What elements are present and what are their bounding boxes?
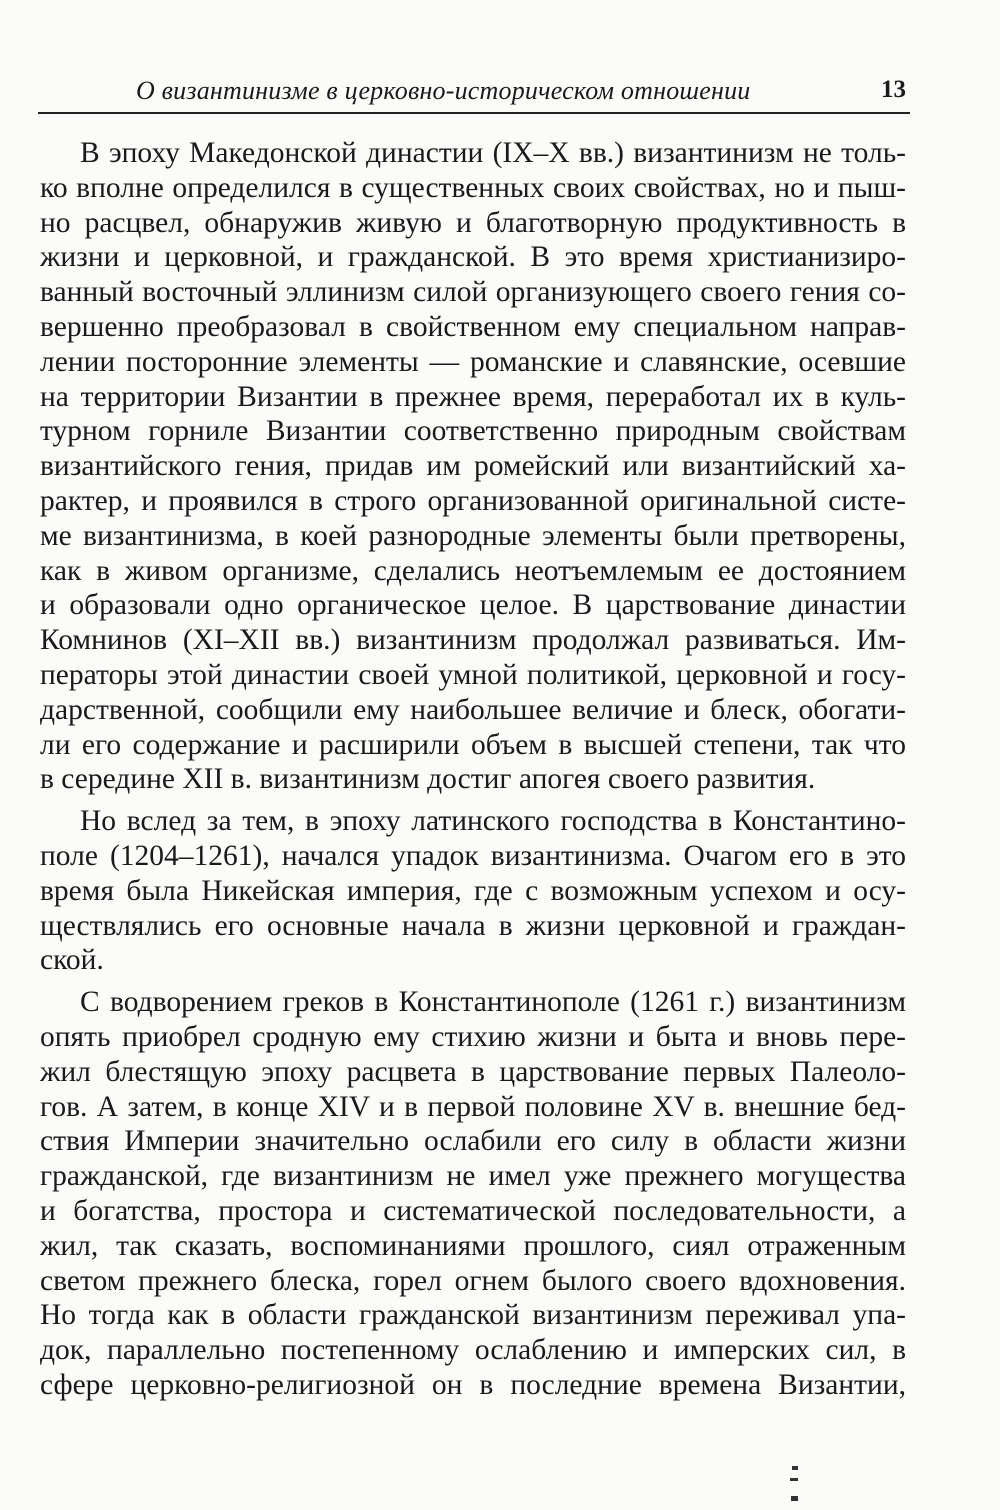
text-line: время была Никейская империя, где с возможным успехом и осу- bbox=[40, 874, 906, 907]
text-line: сфере церковно-религиозной он в последние времена Византии, bbox=[40, 1368, 906, 1401]
text-line: ванный восточный эллинизм силой организующего своего гения со- bbox=[40, 276, 906, 309]
scan-speck bbox=[792, 1466, 798, 1470]
text-line: но расцвел, обнаружив живую и благотворную продуктивность в bbox=[40, 206, 906, 239]
text-line: ществлялись его основные начала в жизни церковной и граждан- bbox=[40, 909, 906, 942]
text-line: ской. bbox=[40, 944, 104, 977]
text-line: Но тогда как в области гражданской византинизм переживал упа- bbox=[40, 1299, 906, 1332]
scan-speck bbox=[791, 1496, 798, 1501]
text-line: ператоры этой династии своей умной политикой, церковной и госу- bbox=[40, 658, 906, 691]
page-number: 13 bbox=[881, 76, 906, 103]
text-line: византийского гения, придав им ромейский или византийский ха- bbox=[40, 450, 906, 483]
paragraph bbox=[40, 804, 906, 978]
paragraph bbox=[40, 136, 906, 797]
text-line: вершенно преобразовал в свойственном ему специальном направ- bbox=[40, 310, 906, 343]
text-line: ко вполне определился в существенных своих свойствах, но и пыш- bbox=[40, 171, 906, 204]
text-line: ствия Империи значительно ослабили его силу в области жизни bbox=[40, 1125, 906, 1158]
text-line: светом прежнего блеска, горел огнем былого своего вдохновения. bbox=[40, 1264, 906, 1297]
text-line: лении посторонние элементы — романские и славянские, осевшие bbox=[40, 345, 906, 378]
text-line: как в живом организме, сделались неотъемлемым ее достоянием bbox=[40, 554, 906, 587]
text-line: поле (1204–1261), начался упадок византинизма. Очагом его в это bbox=[40, 839, 906, 872]
body-text bbox=[40, 136, 906, 1403]
text-line: на территории Византии в прежнее время, переработал их в куль- bbox=[40, 380, 906, 413]
text-line: гражданской, где византинизм не имел уже прежнего могущества bbox=[40, 1160, 906, 1193]
text-line: док, параллельно постепенному ослаблению и имперских сил, в bbox=[40, 1334, 906, 1367]
text-line: турном горниле Византии соответственно природным свойствам bbox=[40, 415, 906, 448]
text-line: гов. А затем, в конце XIV и в первой половине XV в. внешние бед- bbox=[40, 1090, 906, 1123]
text-line: рактер, и проявился в строго организованной оригинальной систе- bbox=[40, 484, 906, 517]
paragraph bbox=[40, 985, 906, 1403]
text-line: ли его содержание и расширили объем в высшей степени, так что bbox=[40, 728, 906, 761]
text-line: дарственной, сообщили ему наибольшее величие и блеск, обогати- bbox=[40, 693, 906, 726]
text-line: В эпоху Македонской династии (IX–X вв.) византинизм не толь- bbox=[80, 137, 906, 169]
text-line: С водворением греков в Константинополе (1261 г.) византинизм bbox=[80, 986, 906, 1019]
text-line: жил блестящую эпоху расцвета в царствование первых Палеоло- bbox=[40, 1055, 906, 1088]
text-line: жизни и церковной, и гражданской. В это время христианизиро- bbox=[40, 241, 906, 274]
text-line: Комнинов (XI–XII вв.) византинизм продолжал развиваться. Им- bbox=[40, 624, 906, 657]
running-header bbox=[38, 72, 910, 114]
text-line: опять приобрел сродную ему стихию жизни и быта и вновь пере- bbox=[40, 1020, 906, 1053]
text-line: и образовали одно органическое целое. В царствование династии bbox=[40, 589, 906, 622]
text-line: в середине XII в. византинизм достиг апогея своего развития. bbox=[40, 763, 816, 796]
text-line: и богатства, простора и систематической последовательности, а bbox=[40, 1194, 906, 1227]
text-line: ме византинизма, в коей разнородные элементы были претворены, bbox=[40, 519, 906, 552]
running-title: О византинизме в церковно-историческом отношении bbox=[136, 76, 751, 105]
text-line: жил, так сказать, воспоминаниями прошлого, сиял отраженным bbox=[40, 1229, 906, 1262]
scan-speck bbox=[790, 1478, 798, 1481]
text-line: Но вслед за тем, в эпоху латинского господства в Константино- bbox=[80, 805, 906, 838]
